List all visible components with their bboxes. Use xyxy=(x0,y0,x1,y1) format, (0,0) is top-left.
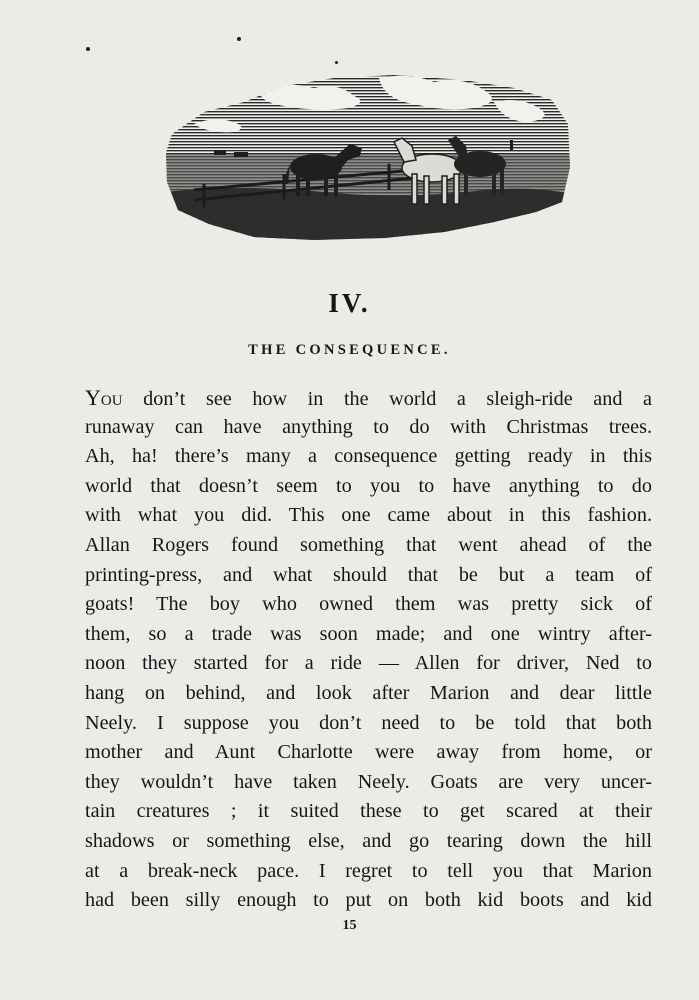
text-line xyxy=(85,383,652,413)
text-line: goats! The boy who owned them was pretty sick of xyxy=(85,593,652,616)
text-line: tain creatures ; it suited these to get scared at their xyxy=(85,800,652,823)
text-line: printing-press, and what should that be but a team of xyxy=(85,563,652,586)
horses-engraving-illustration xyxy=(164,72,572,244)
text-line: shadows or something else, and go tearing down the hill xyxy=(85,829,652,852)
ink-speck xyxy=(86,47,90,51)
text-line: had been silly enough to put on both kid boots and kid xyxy=(85,889,652,912)
chapter-number: IV. xyxy=(328,288,371,318)
text-line: they wouldn’t have taken Neely. Goats are very uncer- xyxy=(85,770,652,793)
text-line: at a break-neck pace. I regret to tell you that Marion xyxy=(85,859,652,882)
text-line: hang on behind, and look after Marion and dear little xyxy=(85,681,652,704)
text-line: Ah, ha! there’s many a consequence getting ready in this xyxy=(85,445,652,468)
text-line: Neely. I suppose you don’t need to be told that both xyxy=(85,711,652,734)
body-text xyxy=(85,383,652,916)
opening-word: You xyxy=(85,385,123,410)
text-line: noon they started for a ride — Allen for driver, Ned to xyxy=(85,652,652,675)
text-line: with what you did. This one came about in this fashion. xyxy=(85,504,652,527)
page-number: 15 xyxy=(342,918,357,933)
text-line: them, so a trade was soon made; and one wintry after- xyxy=(85,622,652,645)
ink-speck xyxy=(335,61,338,64)
text-line: mother and Aunt Charlotte were away from home, or xyxy=(85,741,652,764)
ink-speck xyxy=(237,37,241,41)
text-line: world that doesn’t seem to you to have anything to do xyxy=(85,474,652,497)
text-line: runaway can have anything to do with Christmas trees. xyxy=(85,415,652,438)
text-line: Allan Rogers found something that went ahead of the xyxy=(85,533,652,556)
first-line-rest: don’t see how in the world a sleigh-ride and a xyxy=(122,388,652,410)
chapter-title: THE CONSEQUENCE. xyxy=(248,342,451,358)
